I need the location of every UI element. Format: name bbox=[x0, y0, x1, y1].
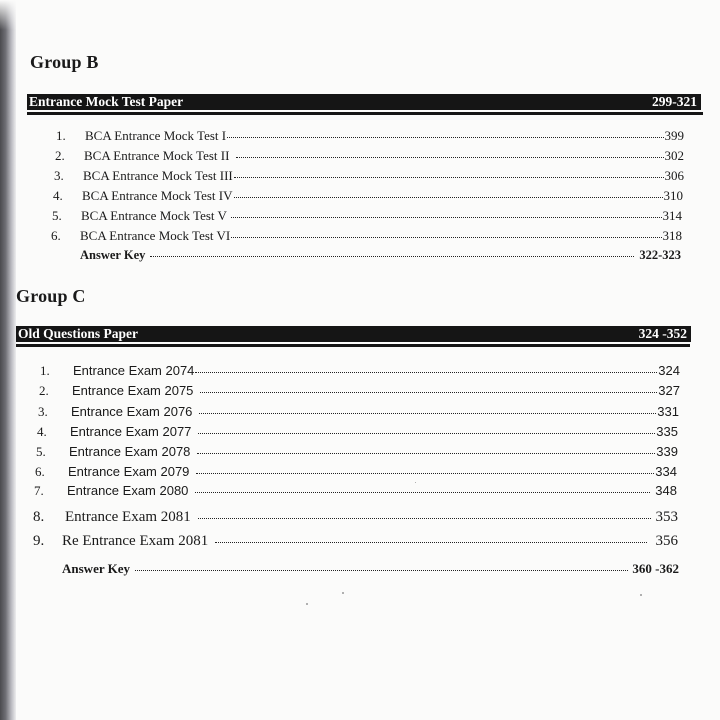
entry-title: Entrance Exam 2081 bbox=[65, 509, 191, 525]
entry-page: 348 bbox=[655, 483, 677, 498]
entry-number: 1. bbox=[40, 363, 50, 378]
toc-entry[interactable] bbox=[54, 168, 684, 184]
entry-title: BCA Entrance Mock Test I bbox=[85, 128, 227, 143]
entry-number: 6. bbox=[51, 228, 61, 243]
entry-page: 327 bbox=[658, 383, 680, 398]
group-c-title: Group C bbox=[16, 286, 86, 306]
entry-page: 339 bbox=[656, 444, 678, 459]
toc-entry[interactable] bbox=[36, 444, 678, 460]
answer-key-pages: 322-323 bbox=[639, 248, 681, 262]
entry-title: Re Entrance Exam 2081 bbox=[62, 533, 209, 549]
toc-entry[interactable] bbox=[52, 208, 682, 224]
dot-leader bbox=[198, 518, 651, 519]
entry-page: 331 bbox=[657, 404, 679, 419]
toc-entry[interactable] bbox=[33, 509, 678, 526]
dot-leader bbox=[150, 256, 634, 257]
toc-entry[interactable] bbox=[40, 363, 680, 379]
entry-number: 1. bbox=[56, 128, 66, 143]
toc-entry[interactable] bbox=[38, 404, 679, 420]
dot-leader bbox=[215, 542, 646, 543]
entry-title: Entrance Exam 2074 bbox=[73, 363, 195, 378]
entry-title: Entrance Exam 2078 bbox=[69, 444, 191, 459]
group-b-title: Group B bbox=[30, 52, 99, 72]
answer-key-label: Answer Key bbox=[80, 248, 146, 262]
entry-page: 310 bbox=[663, 188, 683, 203]
entry-number: 3. bbox=[54, 168, 64, 183]
toc-entry[interactable] bbox=[39, 383, 680, 399]
entry-page: 353 bbox=[655, 509, 678, 525]
entry-number: 5. bbox=[36, 444, 46, 459]
entry-number: 6. bbox=[35, 464, 45, 479]
entry-title: BCA Entrance Mock Test II bbox=[84, 148, 230, 163]
answer-key-entry[interactable] bbox=[80, 248, 681, 263]
dot-leader bbox=[135, 570, 628, 571]
entry-page: 302 bbox=[664, 148, 684, 163]
entry-page: 356 bbox=[655, 533, 678, 549]
toc-entry[interactable] bbox=[53, 188, 683, 204]
toc-entry[interactable] bbox=[56, 128, 684, 144]
entry-title: BCA Entrance Mock Test III bbox=[83, 168, 233, 183]
scan-speck bbox=[415, 482, 416, 483]
scan-speck bbox=[342, 592, 344, 594]
entry-page: 324 bbox=[658, 363, 680, 378]
entry-number: 4. bbox=[37, 424, 47, 439]
entry-number: 4. bbox=[53, 188, 63, 203]
toc-entry[interactable] bbox=[35, 464, 677, 480]
page-binding-shadow bbox=[0, 0, 16, 720]
dot-leader bbox=[197, 453, 655, 454]
section-label: Entrance Mock Test Paper bbox=[29, 94, 184, 109]
entry-number: 5. bbox=[52, 208, 62, 223]
dot-leader bbox=[234, 197, 663, 198]
dot-leader bbox=[195, 372, 657, 373]
entry-title: Entrance Exam 2079 bbox=[68, 464, 190, 479]
dot-leader bbox=[200, 392, 657, 393]
dot-leader bbox=[234, 177, 664, 178]
dot-leader bbox=[231, 237, 661, 238]
entry-number: 9. bbox=[33, 533, 45, 549]
entry-page: 318 bbox=[662, 228, 682, 243]
answer-key-entry[interactable] bbox=[62, 561, 679, 577]
scan-speck bbox=[640, 594, 642, 596]
entry-title: BCA Entrance Mock Test V bbox=[81, 208, 227, 223]
section-pages: 299-321 bbox=[652, 94, 697, 109]
toc-entry[interactable] bbox=[34, 483, 677, 499]
entry-title: BCA Entrance Mock Test VI bbox=[80, 228, 231, 243]
section-rule bbox=[16, 344, 690, 347]
dot-leader bbox=[198, 433, 655, 434]
answer-key-pages: 360 -362 bbox=[632, 561, 679, 576]
entry-title: Entrance Exam 2075 bbox=[72, 383, 194, 398]
entry-page: 314 bbox=[662, 208, 682, 223]
entry-title: Entrance Exam 2080 bbox=[67, 483, 189, 498]
dot-leader bbox=[227, 137, 663, 138]
answer-key-label: Answer Key bbox=[62, 561, 131, 576]
scan-speck bbox=[306, 603, 308, 605]
entry-title: BCA Entrance Mock Test IV bbox=[82, 188, 233, 203]
entry-number: 2. bbox=[55, 148, 65, 163]
dot-leader bbox=[199, 413, 656, 414]
section-pages: 324 -352 bbox=[638, 326, 687, 341]
dot-leader bbox=[195, 492, 650, 493]
section-bar-mock-test bbox=[27, 94, 701, 110]
toc-entry[interactable] bbox=[33, 533, 678, 550]
toc-entry[interactable] bbox=[51, 228, 682, 244]
entry-page: 306 bbox=[664, 168, 684, 183]
toc-entry[interactable] bbox=[55, 148, 684, 164]
entry-number: 2. bbox=[39, 383, 49, 398]
section-rule bbox=[27, 112, 703, 115]
entry-title: Entrance Exam 2077 bbox=[70, 424, 192, 439]
dot-leader bbox=[236, 157, 663, 158]
entry-page: 335 bbox=[656, 424, 678, 439]
toc-entry[interactable] bbox=[37, 424, 678, 440]
entry-page: 399 bbox=[664, 128, 684, 143]
dot-leader bbox=[231, 217, 662, 218]
entry-number: 7. bbox=[34, 483, 44, 498]
entry-page: 334 bbox=[655, 464, 677, 479]
section-label: Old Questions Paper bbox=[18, 326, 139, 341]
binding-fade bbox=[0, 0, 16, 30]
section-bar-old-questions bbox=[16, 326, 691, 342]
entry-title: Entrance Exam 2076 bbox=[71, 404, 193, 419]
entry-number: 8. bbox=[33, 509, 45, 525]
entry-number: 3. bbox=[38, 404, 48, 419]
dot-leader bbox=[196, 473, 654, 474]
